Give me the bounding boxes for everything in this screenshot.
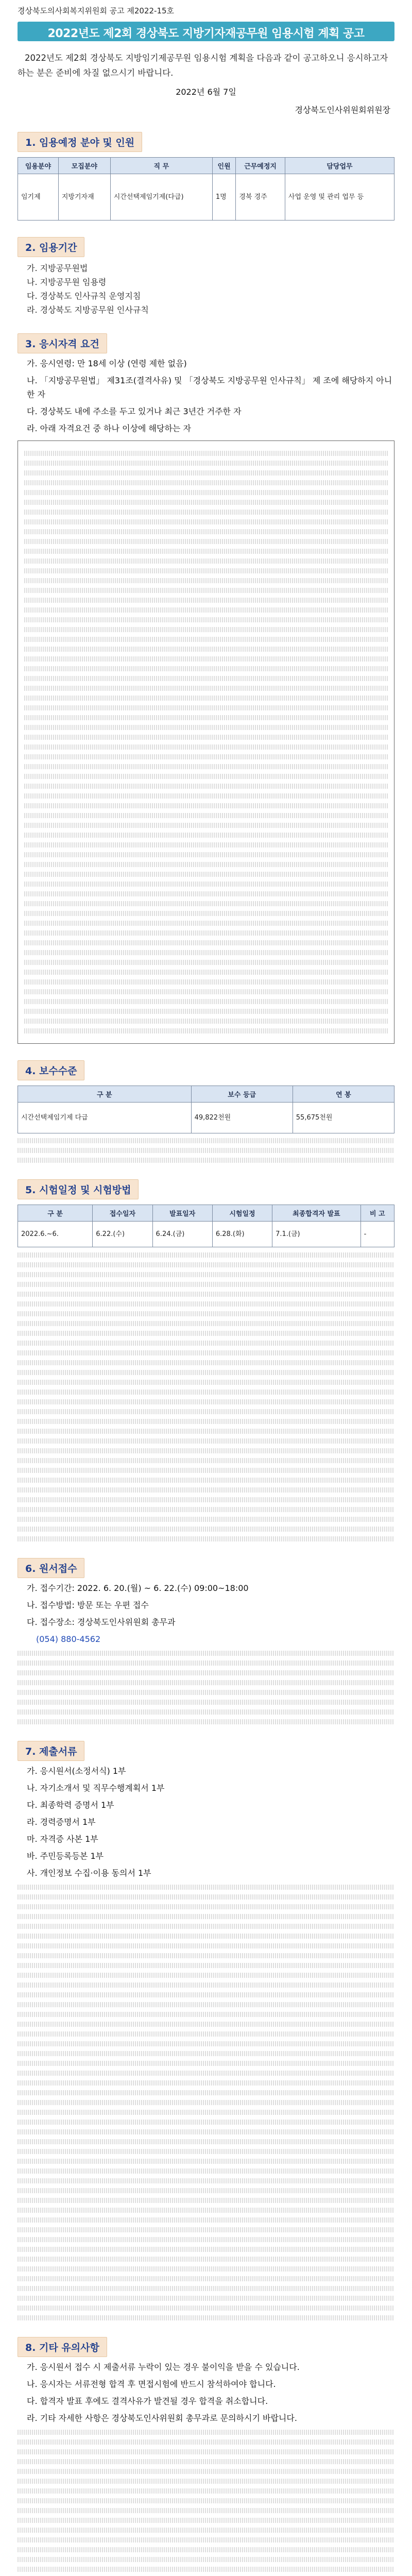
- section-1: [18, 132, 394, 221]
- list-item: 나. 자기소개서 및 직무수행계획서 1부: [27, 1783, 165, 1793]
- table-header: 보수 등급: [191, 1086, 293, 1103]
- text-line: [18, 2149, 394, 2154]
- table-cell: 경북 경주: [236, 174, 285, 221]
- text-line: [18, 1690, 394, 1695]
- section-heading: 5. 시험일정 및 시험방법: [18, 1179, 139, 1199]
- text-line: [24, 833, 388, 838]
- text-line: [18, 2227, 394, 2232]
- text-line: [24, 862, 388, 867]
- text-line: [18, 1536, 394, 1541]
- section-8: [18, 2337, 394, 2576]
- text-line: [18, 2080, 394, 2086]
- text-line: [18, 2198, 394, 2203]
- text-line: [18, 1507, 394, 1512]
- section-2: [18, 237, 394, 317]
- text-line: [18, 2188, 394, 2193]
- text-line: [18, 1292, 394, 1297]
- text-line: [18, 2276, 394, 2281]
- section-heading: 8. 기타 유의사항: [18, 2337, 107, 2357]
- section-heading: 4. 보수수준: [18, 1060, 84, 1080]
- text-line: [24, 539, 388, 544]
- table-header: 발표일자: [152, 1205, 212, 1222]
- text-line: [18, 1252, 394, 1258]
- text-line: [24, 754, 388, 759]
- text-line: [18, 1953, 394, 1958]
- table-header: 접수일자: [93, 1205, 152, 1222]
- table-cell: 2022.6.~6.: [18, 1222, 93, 1247]
- text-line: [18, 1138, 394, 1143]
- text-line: [18, 1458, 394, 1463]
- requirements-box: [18, 440, 394, 1044]
- text-line: [18, 1527, 394, 1532]
- text-line: [24, 705, 388, 710]
- intro-text: 2022년도 제2회 경상북도 지방임기제공무원 임용시험 계획을 다음과 같이 공고하오니 응시하고자 하는 분은 준비에 차질 없으시기 바랍니다.: [18, 53, 388, 78]
- text-line: [24, 882, 388, 887]
- section-heading: 7. 제출서류: [18, 1741, 84, 1761]
- text-line: [18, 1341, 394, 1346]
- text-line: [18, 2120, 394, 2125]
- text-line: [18, 2518, 394, 2523]
- text-line: [18, 1321, 394, 1326]
- table-cell: 시간선택제임기제(다급): [110, 174, 212, 221]
- table-cell: 임기제: [18, 174, 59, 221]
- table-cell: 6.24.(금): [152, 1222, 212, 1247]
- text-line: [18, 2100, 394, 2105]
- table-cell: -: [360, 1222, 394, 1247]
- text-line: [18, 1719, 394, 1724]
- text-line: [24, 500, 388, 505]
- text-line: [18, 2159, 394, 2164]
- text-line: [18, 1982, 394, 1988]
- text-line: [18, 1409, 394, 1414]
- text-line: [18, 1904, 394, 1909]
- text-line: [24, 647, 388, 652]
- text-line: [18, 1651, 394, 1656]
- list-item: 나. 응시자는 서류전형 합격 후 면접시험에 반드시 참석하여야 합니다.: [27, 2379, 276, 2389]
- text-line: [18, 1943, 394, 1948]
- text-line: [18, 1963, 394, 1968]
- page-title: 2022년도 제2회 경상북도 지방기자재공무원 임용시험 계획 공고: [47, 27, 365, 40]
- salary-table: [18, 1086, 394, 1133]
- text-line: [24, 470, 388, 476]
- table-cell: 사업 운영 및 관리 업무 등: [285, 174, 394, 221]
- text-line: [18, 2110, 394, 2115]
- table-cell: 7.1.(금): [272, 1222, 361, 1247]
- text-line: [24, 519, 388, 524]
- table-header: 구 분: [18, 1205, 93, 1222]
- text-line: [24, 715, 388, 720]
- text-line: [18, 1301, 394, 1307]
- text-line: [18, 2139, 394, 2144]
- table-cell: 49,822천원: [191, 1103, 293, 1133]
- table-header: 최종합격자 발표: [272, 1205, 361, 1222]
- text-line: [24, 911, 388, 916]
- text-line: [18, 2449, 394, 2454]
- text-line: [18, 1399, 394, 1404]
- text-line: [18, 2041, 394, 2046]
- text-line: [24, 764, 388, 769]
- section-6: [18, 1558, 394, 1724]
- text-line: [18, 1350, 394, 1355]
- section-4: [18, 1060, 394, 1163]
- text-line: [18, 2537, 394, 2543]
- text-line: [18, 2022, 394, 2027]
- text-line: [18, 2315, 394, 2320]
- text-line: [18, 1331, 394, 1336]
- text-line: [18, 1914, 394, 1919]
- text-line: [24, 774, 388, 779]
- text-line: [18, 1670, 394, 1675]
- text-line: [18, 2286, 394, 2291]
- list-item: 마. 자격증 사본 1부: [27, 1834, 98, 1844]
- table-cell: 6.28.(화): [212, 1222, 272, 1247]
- text-line: [18, 2528, 394, 2533]
- text-line: [24, 725, 388, 730]
- text-line: [18, 1660, 394, 1666]
- text-line: [18, 1894, 394, 1900]
- table-header: 구 분: [18, 1086, 192, 1103]
- section-heading: 6. 원서접수: [18, 1558, 84, 1578]
- text-line: [18, 1680, 394, 1685]
- text-line: [24, 617, 388, 622]
- text-line: [24, 823, 388, 828]
- law-list: 가. 지방공무원법 나. 지방공무원 임용령 다. 경상북도 인사규칙 운영지침 라. 경상북도 지방공무원 인사규칙: [27, 263, 149, 315]
- table-header: 연 봉: [293, 1086, 394, 1103]
- positions-table: [18, 157, 394, 221]
- list-item: 바. 주민등록등본 1부: [27, 1851, 104, 1861]
- text-line: [24, 588, 388, 593]
- text-line: [18, 2237, 394, 2242]
- text-line: [24, 930, 388, 936]
- text-line: [24, 510, 388, 515]
- text-line: [24, 686, 388, 691]
- text-line: [18, 2071, 394, 2076]
- contact-phone: (054) 880-4562: [36, 1634, 101, 1644]
- text-line: [24, 549, 388, 554]
- text-line: [18, 2002, 394, 2007]
- text-line: [24, 842, 388, 848]
- list-item: 사. 개인정보 수집·이용 동의서 1부: [27, 1868, 151, 1878]
- text-line: [18, 1973, 394, 1978]
- section-heading: 3. 응시자격 요건: [18, 333, 107, 353]
- text-line: [18, 1360, 394, 1365]
- text-line: [18, 1517, 394, 1522]
- text-line: [18, 2031, 394, 2037]
- text-line: [18, 2469, 394, 2474]
- text-line: [18, 2498, 394, 2503]
- text-line: [18, 1272, 394, 1277]
- table-cell: 지방기자재: [58, 174, 110, 221]
- text-line: [24, 696, 388, 701]
- text-line: [24, 451, 388, 456]
- text-line: [18, 2557, 394, 2562]
- text-line: [18, 1468, 394, 1473]
- application-place: 다. 접수장소: 경상북도인사위원회 총무과: [27, 1617, 176, 1627]
- list-item: 다. 합격자 발표 후에도 결격사유가 발견될 경우 합격을 취소합니다.: [27, 2396, 268, 2406]
- text-line: [24, 490, 388, 495]
- text-line: [18, 2178, 394, 2183]
- text-line: [18, 2488, 394, 2494]
- text-line: [18, 1429, 394, 1434]
- text-line: [24, 852, 388, 857]
- issuing-org: 경상북도인사위원회위원장: [295, 105, 390, 115]
- text-line: [18, 1709, 394, 1715]
- text-line: [18, 1438, 394, 1444]
- table-cell: 55,675천원: [293, 1103, 394, 1133]
- text-line: [18, 1448, 394, 1453]
- application-period: 가. 접수기간: 2022. 6. 20.(월) ~ 6. 22.(수) 09:00~18:00: [27, 1583, 249, 1593]
- table-cell: 시간선택제임기제 다급: [18, 1103, 192, 1133]
- table-header: 근무예정지: [236, 158, 285, 174]
- text-line: [24, 676, 388, 681]
- text-line: [18, 2168, 394, 2174]
- text-line: [18, 1419, 394, 1424]
- list-item: 라. 경력증명서 1부: [27, 1817, 96, 1827]
- text-line: [24, 598, 388, 603]
- text-line: [24, 813, 388, 818]
- table-header: 인원: [212, 158, 235, 174]
- text-line: [18, 1885, 394, 1890]
- text-line: [18, 2090, 394, 2095]
- text-line: [18, 1262, 394, 1267]
- list-item: 다. 경상북도 내에 주소를 두고 있거나 최근 3년간 거주한 자: [27, 406, 242, 416]
- title-banner: [18, 22, 394, 41]
- text-line: [18, 2061, 394, 2066]
- text-line: [18, 1497, 394, 1502]
- text-line: [18, 1282, 394, 1287]
- text-line: [24, 529, 388, 534]
- text-line: [18, 2567, 394, 2572]
- text-line: [24, 1019, 388, 1024]
- text-line: [24, 960, 388, 965]
- text-line: [18, 1478, 394, 1483]
- text-line: [24, 921, 388, 926]
- section-heading: 2. 임용기간: [18, 237, 84, 257]
- text-line: [18, 1148, 394, 1153]
- text-line: [18, 1700, 394, 1705]
- text-line: [18, 2266, 394, 2272]
- list-item: 나. 「지방공무원법」 제31조(결격사유) 및 「경상북도 지방공무원 인사규칙」 제 조에 해당하지 아니한 자: [27, 376, 392, 399]
- table-header: 임용분야: [18, 158, 59, 174]
- text-line: [24, 793, 388, 799]
- text-line: [24, 558, 388, 564]
- text-line: [24, 607, 388, 613]
- section-5: [18, 1179, 394, 1541]
- text-line: [24, 656, 388, 662]
- text-line: [18, 2547, 394, 2552]
- text-line: [24, 784, 388, 789]
- text-line: [18, 2247, 394, 2252]
- text-line: [24, 461, 388, 466]
- text-line: [18, 1389, 394, 1395]
- application-method: 나. 접수방법: 방문 또는 우편 접수: [27, 1600, 149, 1610]
- table-header: 비 고: [360, 1205, 394, 1222]
- list-item: 가. 응시연령: 만 18세 이상 (연령 제한 없음): [27, 359, 187, 368]
- text-line: [24, 744, 388, 750]
- table-cell: 6.22.(수): [93, 1222, 152, 1247]
- text-line: [18, 1934, 394, 1939]
- notice-number: 경상북도의사회복지위원회 공고 제2022-15호: [18, 6, 175, 15]
- text-line: [18, 2296, 394, 2301]
- section-3: [18, 333, 394, 1044]
- text-line: [18, 1311, 394, 1316]
- list-item: 라. 기타 자세한 사항은 경상북도인사위원회 총무과로 문의하시기 바랍니다.: [27, 2413, 297, 2423]
- text-line: [24, 627, 388, 632]
- text-line: [24, 979, 388, 985]
- text-line: [24, 666, 388, 671]
- text-line: [18, 1924, 394, 1929]
- table-header: 시험일정: [212, 1205, 272, 1222]
- table-cell: 1명: [212, 174, 235, 221]
- text-line: [24, 735, 388, 740]
- section-7: [18, 1741, 394, 2320]
- schedule-table: [18, 1205, 394, 1247]
- text-line: [18, 2508, 394, 2513]
- text-line: [18, 2430, 394, 2435]
- text-line: [24, 578, 388, 583]
- text-line: [18, 2257, 394, 2262]
- text-line: [24, 1009, 388, 1014]
- text-line: [18, 2479, 394, 2484]
- table-header: 담당업무: [285, 158, 394, 174]
- text-line: [24, 891, 388, 896]
- table-header: 직 무: [110, 158, 212, 174]
- text-line: [18, 2439, 394, 2445]
- text-line: [24, 872, 388, 877]
- text-line: [18, 2129, 394, 2134]
- text-line: [18, 2208, 394, 2213]
- text-line: [24, 1028, 388, 1033]
- section-heading: 1. 임용예정 분야 및 인원: [18, 132, 142, 152]
- text-line: [18, 2217, 394, 2223]
- text-line: [18, 1370, 394, 1375]
- notice-date: 2022년 6월 7일: [176, 87, 236, 97]
- text-line: [24, 989, 388, 994]
- text-line: [24, 999, 388, 1004]
- text-line: [18, 1487, 394, 1493]
- list-item: 라. 아래 자격요건 중 하나 이상에 해당하는 자: [27, 423, 191, 433]
- text-line: [18, 2459, 394, 2464]
- text-line: [18, 2306, 394, 2311]
- text-line: [24, 637, 388, 642]
- text-line: [18, 2051, 394, 2056]
- text-line: [18, 1992, 394, 1997]
- list-item: 다. 최종학력 증명서 1부: [27, 1800, 114, 1810]
- text-line: [18, 1380, 394, 1385]
- text-line: [24, 803, 388, 808]
- table-header: 모집분야: [58, 158, 110, 174]
- text-line: [24, 970, 388, 975]
- list-item: 가. 응시원서(소정서식) 1부: [27, 1766, 126, 1776]
- text-line: [18, 2012, 394, 2017]
- text-line: [24, 950, 388, 955]
- text-line: [24, 940, 388, 945]
- text-line: [24, 901, 388, 906]
- list-item: 가. 응시원서 접수 시 제출서류 누락이 있는 경우 불이익을 받을 수 있습니다.: [27, 2362, 300, 2372]
- text-line: [18, 1158, 394, 1163]
- text-line: [24, 480, 388, 485]
- text-line: [24, 568, 388, 573]
